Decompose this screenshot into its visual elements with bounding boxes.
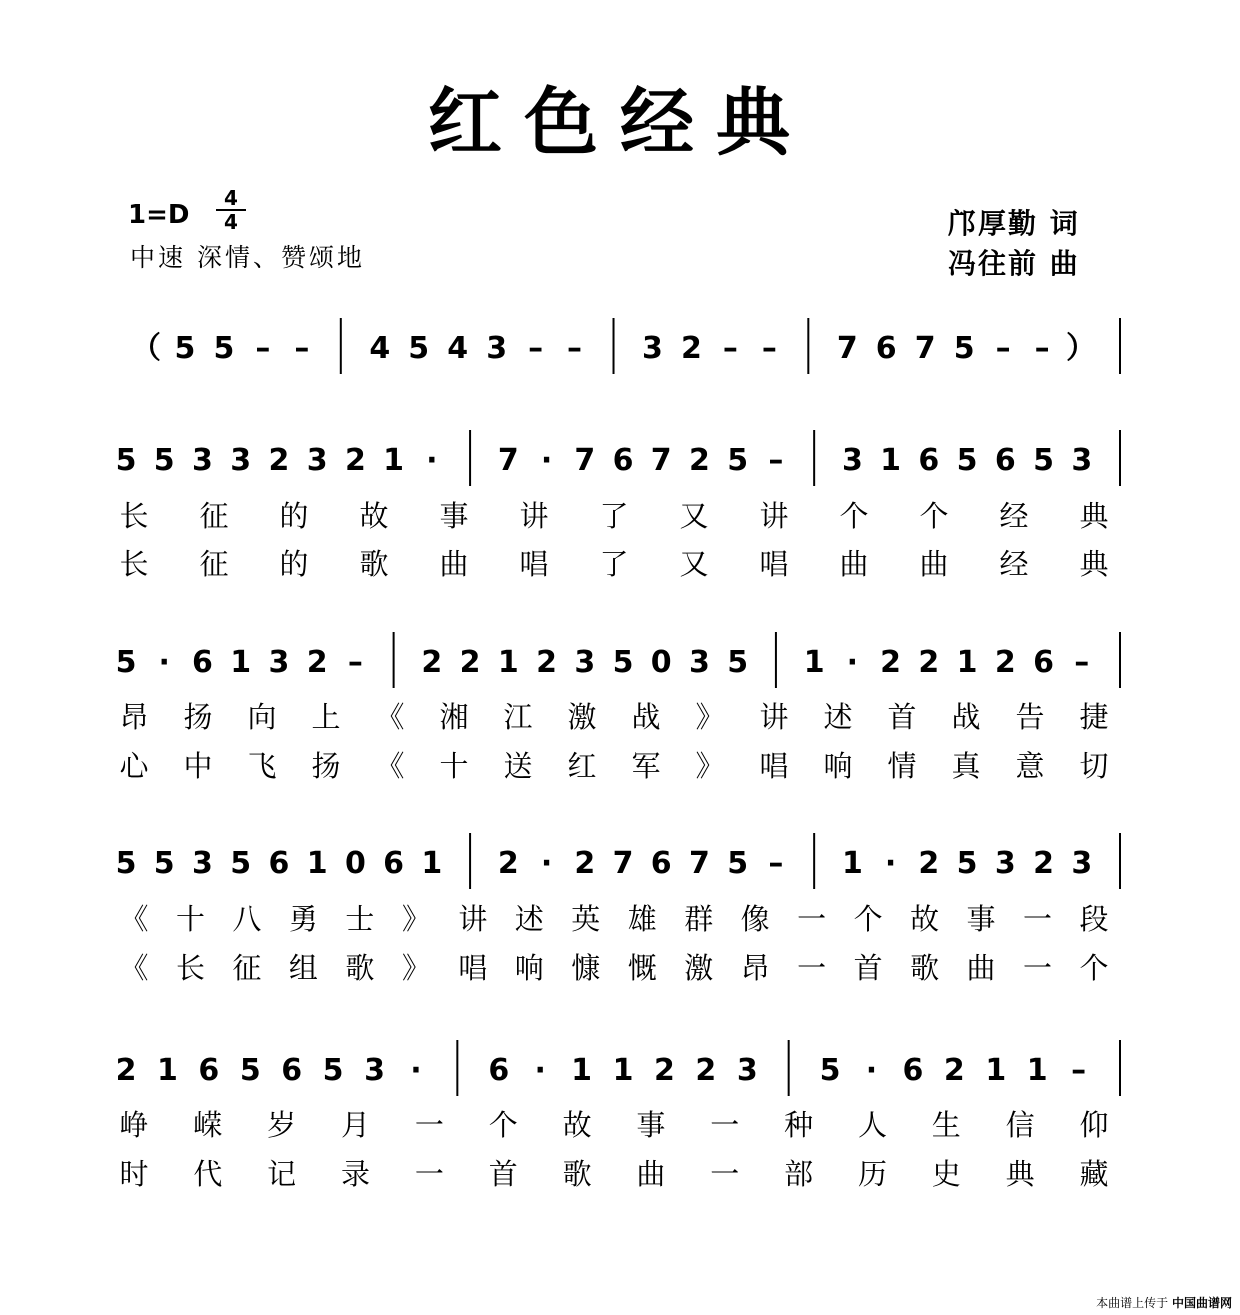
lyric-char: 组 (288, 951, 318, 985)
note: · (865, 1053, 878, 1088)
lyric-char: 勇 (288, 902, 318, 936)
note: – (567, 331, 583, 366)
note: 6 (1033, 645, 1054, 680)
lyric-char: 长 (119, 547, 149, 581)
note: 1 (421, 846, 443, 881)
note: 2 (880, 645, 902, 680)
lyric-char: 八 (232, 902, 262, 936)
note: 5 (153, 443, 175, 478)
note: 5 (727, 645, 749, 680)
lyric-char: 事 (439, 499, 469, 533)
note: 5 (115, 846, 137, 881)
note: – (761, 331, 777, 366)
note: 2 (497, 846, 519, 881)
note: 2 (653, 1053, 675, 1088)
note: 3 (230, 443, 252, 478)
lyric-char: 种 (784, 1108, 814, 1142)
lyric-char: 征 (199, 547, 229, 581)
lyric-char: 讲 (519, 499, 549, 533)
note: · (534, 1053, 546, 1088)
note: 3 (642, 331, 663, 366)
note: · (540, 846, 553, 881)
lyric-char: 》 (695, 700, 725, 734)
lyric-char: 事 (636, 1108, 666, 1142)
note: 2 (306, 645, 328, 680)
lyric-char: 《 (375, 700, 405, 734)
lyric-char: 述 (514, 902, 544, 936)
lyric-char: 曲 (966, 951, 996, 985)
note: 2 (459, 645, 481, 680)
lyric-char: 战 (951, 700, 981, 734)
note: 1 (803, 645, 825, 680)
lyric-char: 响 (514, 951, 544, 985)
note: 2 (421, 645, 443, 680)
lyric-char: 首 (887, 700, 917, 734)
key-signature: 1=D (128, 200, 190, 230)
note: 5 (956, 443, 978, 478)
note: 7 (914, 331, 936, 366)
note: 4 (447, 331, 469, 366)
lyric-char: 个 (853, 902, 883, 936)
note: 1 (497, 645, 519, 680)
note: · (158, 645, 170, 680)
note: 6 (281, 1053, 303, 1088)
note: 5 (612, 645, 634, 680)
note: 2 (115, 1053, 137, 1088)
lyric-char: 事 (966, 902, 996, 936)
note: 2 (1033, 846, 1054, 881)
lyric-char: 唱 (759, 547, 789, 581)
lyric-char: 一 (414, 1108, 444, 1142)
note: 5 (408, 331, 430, 366)
note: 5 (115, 443, 137, 478)
lyric-char: 歌 (910, 951, 940, 985)
note: 5 (727, 846, 749, 881)
time-signature-top: 4 (224, 186, 238, 210)
note: 7 (689, 846, 710, 881)
lyric-char: 典 (1079, 499, 1109, 533)
lyric-char: 《 (375, 749, 405, 783)
note: 7 (612, 846, 634, 881)
note: · (426, 443, 438, 478)
lyric-char: 嵘 (193, 1108, 223, 1142)
note: 3 (192, 443, 213, 478)
note: 2 (695, 1053, 717, 1088)
lyric-char: 一 (710, 1108, 740, 1142)
note: 1 (1026, 1053, 1048, 1088)
lyric-char: 情 (887, 749, 917, 783)
lyric-char: 一 (797, 902, 827, 936)
note: 1 (956, 645, 978, 680)
lyric-char: 峥 (119, 1108, 149, 1142)
note: 1 (841, 846, 863, 881)
note: · (540, 443, 553, 478)
note: 2 (689, 443, 710, 478)
lyric-char: 史 (931, 1157, 961, 1191)
note: – (1074, 645, 1090, 680)
note: 1 (156, 1053, 178, 1088)
lyric-char: 士 (345, 902, 375, 936)
lyric-char: 讲 (759, 499, 789, 533)
lyric-char: 藏 (1079, 1157, 1109, 1191)
note: – (1034, 331, 1050, 366)
lyric-char: 曲 (919, 547, 949, 581)
lyric-char: 人 (857, 1108, 887, 1142)
lyric-char: 故 (359, 499, 389, 533)
note: 6 (918, 443, 940, 478)
lyric-char: 扬 (311, 749, 341, 783)
note: 1 (306, 846, 328, 881)
note: 1 (880, 443, 902, 478)
note: – (995, 331, 1011, 366)
lyric-char: 慨 (627, 951, 657, 985)
lyric-char: 真 (951, 749, 981, 783)
lyric-char: 个 (839, 499, 869, 533)
lyric-char: 故 (562, 1108, 592, 1142)
lyric-char: 记 (267, 1157, 297, 1191)
lyric-char: 一 (797, 951, 827, 985)
lyric-char: 又 (679, 547, 709, 581)
lyric-char: 英 (571, 902, 601, 936)
note: 2 (681, 331, 702, 366)
lyric-char: 切 (1079, 749, 1109, 783)
lyric-char: 征 (199, 499, 229, 533)
lyric-char: 雄 (627, 902, 657, 936)
lyric-char: 征 (232, 951, 262, 985)
note: 2 (918, 645, 940, 680)
lyric-char: 激 (684, 951, 714, 985)
lyric-char: 送 (503, 749, 533, 783)
lyric-char: 一 (1023, 951, 1053, 985)
note: 3 (1071, 846, 1093, 881)
lyric-char: 歌 (562, 1157, 592, 1191)
note: 5 (956, 846, 978, 881)
note: 2 (268, 443, 290, 478)
note: 2 (994, 645, 1016, 680)
note: 6 (383, 846, 405, 881)
note: 6 (994, 443, 1016, 478)
note: · (410, 1053, 422, 1088)
note: 6 (192, 645, 213, 680)
note: 6 (268, 846, 290, 881)
lyric-char: 仰 (1079, 1108, 1109, 1142)
note: – (255, 331, 271, 366)
lyric-char: 信 (1005, 1108, 1035, 1142)
note: 1 (383, 443, 405, 478)
lyric-char: 岁 (267, 1108, 297, 1142)
note: 2 (344, 443, 366, 478)
note: 3 (574, 645, 596, 680)
lyric-char: 群 (684, 902, 714, 936)
note: 5 (953, 331, 975, 366)
composer-credit: 冯往前 曲 (948, 247, 1080, 280)
note: – (528, 331, 544, 366)
lyric-char: 部 (784, 1157, 814, 1191)
lyric-char: 》 (695, 749, 725, 783)
note: 6 (902, 1053, 924, 1088)
lyric-char: 十 (175, 902, 205, 936)
lyric-char: 个 (488, 1108, 518, 1142)
note: 3 (736, 1053, 758, 1088)
note: 1 (612, 1053, 634, 1088)
lyric-char: 昂 (119, 700, 149, 734)
lyric-char: 激 (567, 700, 597, 734)
tempo-marking: 中速 深情、赞颂地 (130, 243, 365, 272)
lyric-char: 一 (414, 1157, 444, 1191)
lyric-char: 典 (1079, 547, 1109, 581)
note: （ (131, 331, 161, 366)
note: 5 (213, 331, 235, 366)
lyric-char: 唱 (458, 951, 488, 985)
lyric-char: 的 (279, 499, 309, 533)
lyric-char: 了 (599, 547, 629, 581)
note: 4 (369, 331, 391, 366)
lyric-char: 》 (401, 902, 431, 936)
note: 7 (574, 443, 596, 478)
lyric-char: 曲 (839, 547, 869, 581)
note: 5 (230, 846, 252, 881)
note: 2 (536, 645, 557, 680)
lyric-char: 又 (679, 499, 709, 533)
footer-site: 中国曲谱网 (1171, 1296, 1232, 1310)
lyric-char: 意 (1015, 749, 1045, 783)
note: 6 (488, 1053, 510, 1088)
note: 7 (650, 443, 672, 478)
note: – (294, 331, 310, 366)
note: · (846, 645, 859, 680)
note: – (768, 443, 784, 478)
note: 5 (727, 443, 749, 478)
lyric-char: 扬 (183, 700, 213, 734)
note: ） (1066, 331, 1097, 366)
note: 6 (650, 846, 672, 881)
lyric-char: 历 (857, 1157, 887, 1191)
lyric-char: 像 (740, 902, 770, 936)
lyric-char: 十 (439, 749, 469, 783)
lyric-char: 长 (175, 951, 205, 985)
note: 5 (322, 1053, 344, 1088)
lyric-char: 录 (341, 1157, 371, 1191)
note: 2 (943, 1053, 965, 1088)
note: 5 (115, 645, 137, 680)
lyric-char: 红 (567, 749, 597, 783)
lyric-char: 歌 (359, 547, 389, 581)
lyric-char: 江 (503, 700, 533, 734)
lyric-char: 向 (247, 700, 277, 734)
lyric-char: 曲 (636, 1157, 666, 1191)
lyric-char: 讲 (458, 902, 488, 936)
lyric-char: 经 (999, 547, 1029, 581)
lyricist-credit: 邝厚勤 词 (948, 207, 1080, 240)
lyric-char: 代 (193, 1157, 223, 1191)
note: – (722, 331, 738, 366)
note: 7 (836, 331, 858, 366)
note: 1 (571, 1053, 593, 1088)
note: 6 (875, 331, 897, 366)
note: 6 (198, 1053, 220, 1088)
footer-prefix: 本曲谱上传于 (1096, 1296, 1169, 1310)
note: 2 (918, 846, 940, 881)
note: 3 (268, 645, 290, 680)
note: 3 (841, 443, 863, 478)
note: – (768, 846, 784, 881)
lyric-char: 告 (1015, 700, 1045, 734)
lyric-char: 个 (919, 499, 949, 533)
note: – (1071, 1053, 1087, 1088)
note: 1 (230, 645, 252, 680)
lyric-char: 段 (1079, 902, 1109, 936)
note: 5 (819, 1053, 841, 1088)
note: 3 (192, 846, 213, 881)
lyric-char: 飞 (247, 749, 277, 783)
lyric-char: 首 (488, 1157, 518, 1191)
lyric-char: 讲 (759, 700, 789, 734)
note: 3 (994, 846, 1016, 881)
lyric-char: 典 (1005, 1157, 1035, 1191)
note: 3 (364, 1053, 385, 1088)
lyric-char: 生 (931, 1108, 961, 1142)
lyric-char: 歌 (345, 951, 375, 985)
lyric-char: 述 (823, 700, 853, 734)
note: 0 (650, 645, 672, 680)
note: 3 (1071, 443, 1093, 478)
note: 5 (1033, 443, 1054, 478)
lyric-char: 一 (1023, 902, 1053, 936)
lyric-char: 《 (119, 951, 149, 985)
lyric-char: 唱 (759, 749, 789, 783)
lyric-char: 《 (119, 902, 149, 936)
lyric-char: 曲 (439, 547, 469, 581)
lyric-char: 经 (999, 499, 1029, 533)
lyric-char: 》 (401, 951, 431, 985)
lyric-char: 一 (710, 1157, 740, 1191)
note: 3 (689, 645, 710, 680)
note: – (347, 645, 363, 680)
lyric-char: 湘 (439, 700, 469, 734)
note: 5 (174, 331, 196, 366)
lyric-char: 响 (823, 749, 853, 783)
lyric-char: 长 (119, 499, 149, 533)
lyric-char: 心 (119, 749, 149, 783)
lyric-char: 了 (599, 499, 629, 533)
footer-watermark (1096, 1294, 1232, 1311)
lyric-char: 捷 (1079, 700, 1109, 734)
note: 1 (985, 1053, 1007, 1088)
note: 2 (574, 846, 596, 881)
lyric-char: 首 (853, 951, 883, 985)
note: · (884, 846, 897, 881)
note: 6 (612, 443, 634, 478)
lyric-char: 中 (183, 749, 213, 783)
lyric-char: 战 (631, 700, 661, 734)
time-signature-bottom: 4 (224, 210, 238, 234)
song-title: 红色经典 (428, 80, 812, 166)
lyric-char: 昂 (740, 951, 770, 985)
lyric-char: 上 (311, 700, 341, 734)
lyric-char: 故 (910, 902, 940, 936)
lyric-char: 月 (341, 1108, 371, 1142)
lyric-char: 个 (1079, 951, 1109, 985)
lyric-char: 时 (119, 1157, 149, 1191)
lyric-char: 军 (631, 749, 661, 783)
note: 3 (486, 331, 508, 366)
lyric-char: 的 (279, 547, 309, 581)
lyric-char: 慷 (571, 951, 601, 985)
note: 0 (344, 846, 366, 881)
note: 3 (306, 443, 328, 478)
note: 7 (497, 443, 519, 478)
lyric-char: 唱 (519, 547, 549, 581)
note: 5 (239, 1053, 261, 1088)
note: 5 (153, 846, 175, 881)
